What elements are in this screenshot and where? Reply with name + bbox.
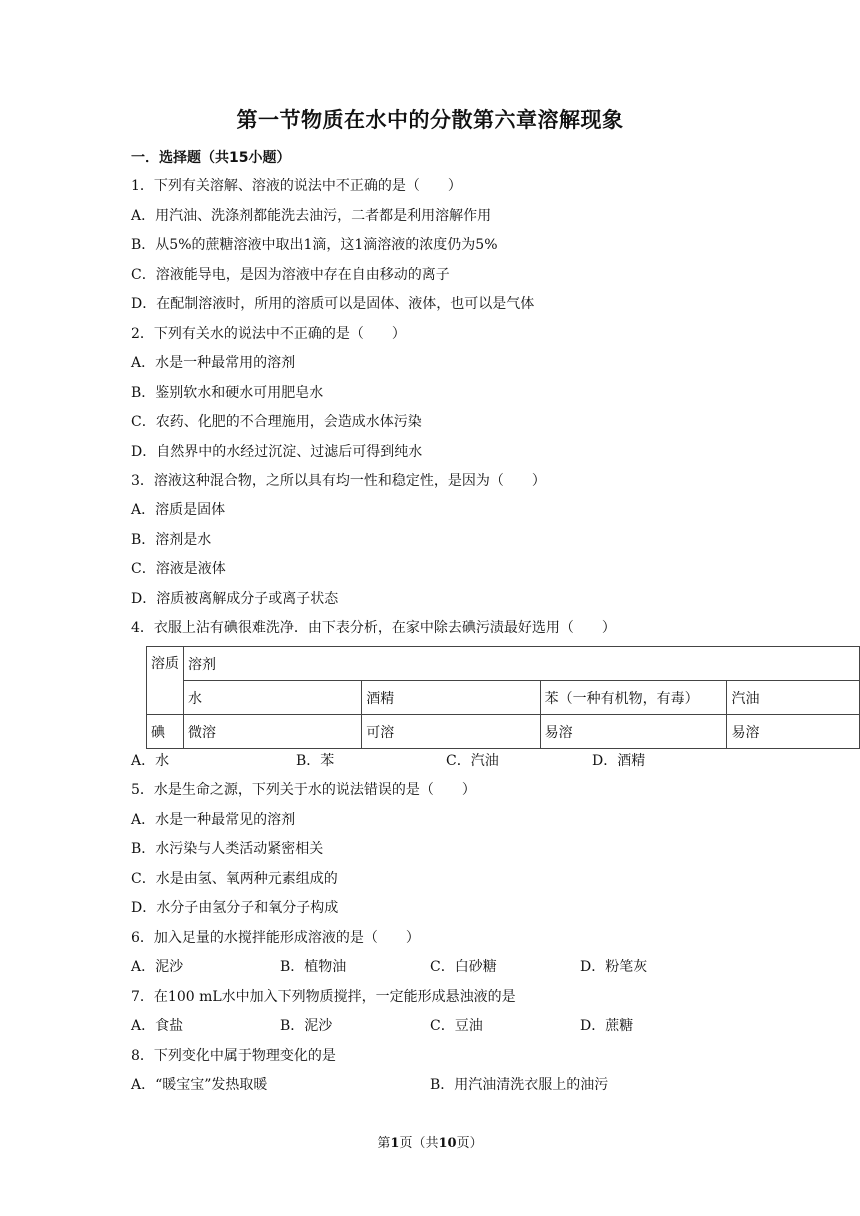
table-value-cell: 微溶 [184,715,362,749]
question-3-option-c: C．溶液是液体 [131,561,226,577]
question-4-option-b: B．苯 [296,753,335,769]
question-5-option-b: B．水污染与人类活动紧密相关 [131,841,324,857]
question-6-option-d: D．粉笔灰 [580,959,648,975]
question-8-option-a: A．“暖宝宝”发热取暖 [131,1077,268,1093]
question-7-option-c: C．豆油 [430,1018,483,1034]
question-3-stem: 3．溶液这种混合物，之所以具有均一性和稳定性，是因为（ ） [131,473,546,489]
footer-middle: 页（共 [399,1136,439,1151]
question-7-option-d: D．蔗糖 [580,1018,634,1034]
table-value-cell: 可溶 [362,715,540,749]
table-header-cell: 苯（一种有机物，有毒） [540,681,727,715]
table-header-cell: 水 [184,681,362,715]
question-3-option-d: D．溶质被离解成分子或离子状态 [131,591,339,607]
question-1-option-d: D．在配制溶液时，所用的溶质可以是固体、液体，也可以是气体 [131,296,535,312]
page-footer [0,1132,860,1151]
question-6-option-a: A．泥沙 [131,959,184,975]
question-3-option-b: B．溶剂是水 [131,532,212,548]
question-2-option-c: C．农药、化肥的不合理施用，会造成水体污染 [131,414,422,430]
question-6-option-b: B．植物油 [280,959,347,975]
question-1-option-b: B．从5%的蔗糖溶液中取出1滴，这1滴溶液的浓度仍为5% [131,237,498,253]
question-1-stem: 1．下列有关溶解、溶液的说法中不正确的是（ ） [131,178,462,194]
question-2-option-b: B．鉴别软水和硬水可用肥皂水 [131,385,324,401]
section-heading: 一．选择题（共15小题） [131,150,291,166]
question-4-option-a: A．水 [131,753,170,769]
question-1-option-c: C．溶液能导电，是因为溶液中存在自由移动的离子 [131,267,450,283]
question-7-stem: 7．在100 mL水中加入下列物质搅拌，一定能形成悬浊液的是 [131,989,516,1005]
footer-page-number: 1 [390,1136,400,1151]
question-3-option-a: A．溶质是固体 [131,502,226,518]
question-1-option-a: A．用汽油、洗涤剂都能洗去油污，二者都是利用溶解作用 [131,208,492,224]
table-solvent-header: 溶剂 [184,647,860,681]
question-2-option-d: D．自然界中的水经过沉淀、过滤后可得到纯水 [131,444,423,460]
question-8-option-b: B．用汽油清洗衣服上的油污 [430,1077,609,1093]
question-2-option-a: A．水是一种最常用的溶剂 [131,355,296,371]
footer-total-pages: 10 [438,1136,457,1151]
table-header-cell: 汽油 [727,681,860,715]
question-6-option-c: C．白砂糖 [430,959,497,975]
table-corner-cell: 溶质 [147,647,184,715]
question-7-option-a: A．食盐 [131,1018,184,1034]
table-header-cell: 酒精 [362,681,540,715]
table-value-cell: 易溶 [540,715,727,749]
footer-suffix: 页） [456,1136,483,1151]
solubility-table [146,646,860,749]
question-8-stem: 8．下列变化中属于物理变化的是 [131,1048,336,1064]
document-title: 第一节物质在水中的分散第六章溶解现象 [236,108,624,132]
table-row-label: 碘 [147,715,184,749]
question-5-option-d: D．水分子由氢分子和氧分子构成 [131,900,339,916]
question-4-option-c: C．汽油 [446,753,499,769]
table-value-cell: 易溶 [727,715,860,749]
question-5-option-c: C．水是由氢、氧两种元素组成的 [131,871,338,887]
question-2-stem: 2．下列有关水的说法中不正确的是（ ） [131,326,406,342]
question-6-stem: 6．加入足量的水搅拌能形成溶液的是（ ） [131,930,420,946]
question-5-stem: 5．水是生命之源，下列关于水的说法错误的是（ ） [131,782,476,798]
question-4-option-d: D．酒精 [592,753,646,769]
footer-prefix: 第 [377,1136,391,1151]
question-4-stem: 4．衣服上沾有碘很难洗净．由下表分析，在家中除去碘污渍最好选用（ ） [131,620,616,636]
question-7-option-b: B．泥沙 [280,1018,333,1034]
question-5-option-a: A．水是一种最常见的溶剂 [131,812,296,828]
